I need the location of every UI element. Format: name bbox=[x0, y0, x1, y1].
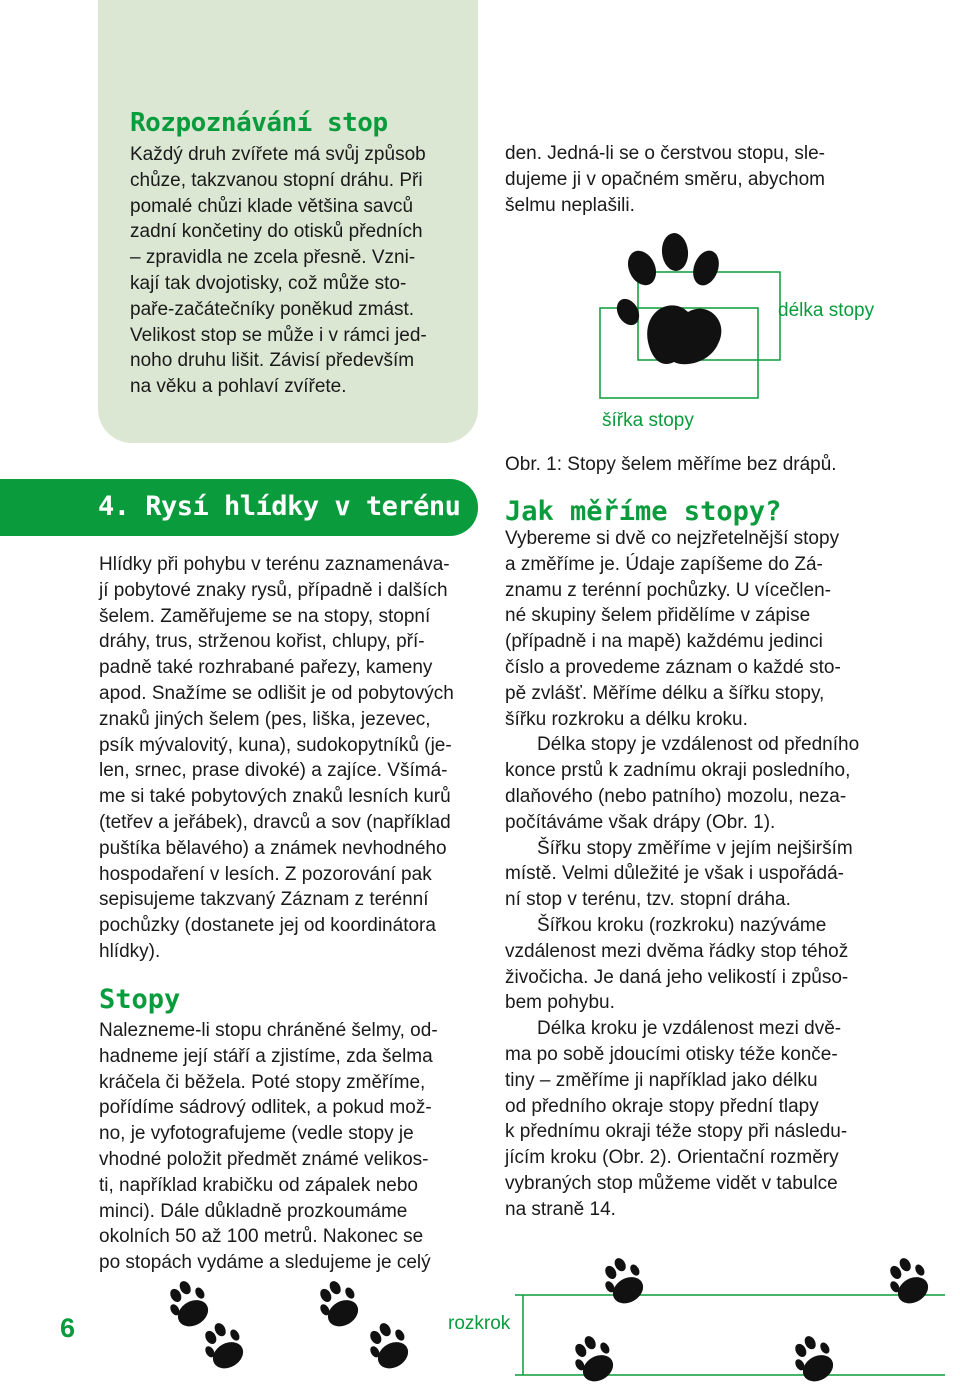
width-label: šířka stopy bbox=[602, 410, 694, 431]
jak-line: vzdálenost mezi dvěma řádky stop téhož bbox=[505, 940, 849, 962]
section-line: sepisujeme takzvaný Záznam z terénní bbox=[99, 889, 429, 911]
jak-heading: Jak měříme stopy? bbox=[505, 496, 782, 527]
section-line: apod. Snažíme se odlišit je od pobytových bbox=[99, 682, 454, 704]
intro-line: zadní končetiny do otisků předních bbox=[130, 221, 423, 243]
intro-line: Velikost stop se může i v rámci jed- bbox=[130, 324, 427, 346]
section-line: hlídky). bbox=[99, 940, 161, 962]
section-line: dráhy, trus, strženou kořist, chlupy, pří- bbox=[99, 631, 425, 653]
jak-line: Délka stopy je vzdálenost od předního bbox=[537, 734, 860, 756]
length-label: délka stopy bbox=[778, 300, 875, 321]
stopy-line: okolních 50 až 100 metrů. Nakonec se bbox=[99, 1226, 424, 1248]
stopy-line: kráčela či běžela. Poté stopy změříme, bbox=[99, 1071, 426, 1093]
section-line: znaků jiných šelem (pes, liška, jezevec, bbox=[99, 708, 431, 730]
intro-line: paře-začátečníky poněkud zmást. bbox=[130, 298, 415, 320]
paw-figure bbox=[590, 230, 890, 440]
intro-line: noho druhu lišit. Závisí především bbox=[130, 350, 415, 372]
intro-heading: Rozpoznávání stop bbox=[130, 108, 388, 138]
jak-line: a změříme je. Údaje zapíšeme do Zá- bbox=[505, 553, 823, 575]
stopy-line: Nalezneme-li stopu chráněné šelmy, od- bbox=[99, 1020, 438, 1041]
jak-line: Délka kroku je vzdálenost mezi dvě- bbox=[537, 1018, 842, 1040]
jak-line: né skupiny šelem přidělíme v zápise bbox=[505, 605, 811, 627]
section-line: psík mývalovitý, kuna), sudokopytníků (je- bbox=[99, 734, 452, 756]
jak-line: bem pohybu. bbox=[505, 992, 615, 1014]
section-body bbox=[99, 552, 479, 965]
intro-line: – zpravidla ne zcela přesně. Vzni- bbox=[130, 247, 416, 269]
jak-line: konce prstů k zadnímu okraji posledního, bbox=[505, 760, 851, 782]
intro-line: chůze, takzvanou stopní dráhu. Při bbox=[130, 169, 423, 191]
stopy-line: pořídíme sádrový odlitek, a pokud mož- bbox=[99, 1097, 432, 1119]
section-line: me si také pobytových znaků lesních kurů bbox=[99, 786, 451, 808]
jak-line: živočicha. Je daná jeho velikostí i způso- bbox=[505, 966, 849, 988]
jak-line: (případně i na mapě) každému jedinci bbox=[505, 631, 823, 653]
page-number: 6 bbox=[60, 1313, 76, 1343]
jak-line: dlaňového (nebo patního) mozolu, neza- bbox=[505, 785, 847, 807]
stopy-line: hadneme její stáří a zjistíme, zda šelma bbox=[99, 1045, 433, 1067]
intro-line: pomalé chůzi klade většina savců bbox=[130, 195, 414, 217]
stopy-line: po stopách vydáme a sledujeme je celý bbox=[99, 1252, 431, 1274]
stopy-line: vhodné položit předmět známé velikos- bbox=[99, 1148, 429, 1170]
section-line: jí pobytové znaky rysů, případně i dalších bbox=[99, 579, 448, 601]
section-line: len, srnec, prase divoké) a zajíce. Všímá- bbox=[99, 760, 448, 782]
jak-line: jícím kroku (Obr. 2). Orientační rozměry bbox=[505, 1147, 839, 1169]
jak-line: tiny – změříme ji například jako délku bbox=[505, 1069, 818, 1091]
jak-line: Šířku stopy změříme v jejím nejširším bbox=[537, 837, 853, 859]
jak-body bbox=[505, 526, 885, 1223]
jak-line: šířku rozkroku a délku kroku. bbox=[505, 708, 748, 730]
jak-line: znamu z terénní pochůzky. U vícečlen- bbox=[505, 579, 831, 601]
section-line: pochůzky (dostanete jej od koordinátora bbox=[99, 915, 436, 937]
jak-line: Vybereme si dvě co nejzřetelnější stopy bbox=[505, 528, 840, 549]
jak-line: pě zvlášť. Měříme délku a šířku stopy, bbox=[505, 682, 825, 704]
stopy-line: no, je vyfotografujeme (vedle stopy je bbox=[99, 1123, 414, 1145]
section-line: šelem. Zaměřujeme se na stopy, stopní bbox=[99, 605, 431, 627]
paw-print-icon bbox=[590, 230, 890, 440]
paw-track-right-icon bbox=[515, 1255, 960, 1391]
section-line: Hlídky při pohybu v terénu zaznamenáva- bbox=[99, 554, 450, 575]
rozkrok-label: rozkrok bbox=[448, 1313, 511, 1334]
section-line: puštíka bělavého) a známek nevhodného bbox=[99, 837, 447, 859]
intro-line: na věku a pohlaví zvířete. bbox=[130, 376, 347, 398]
jak-line: Šířkou kroku (rozkroku) nazýváme bbox=[537, 914, 827, 936]
jak-line: na straně 14. bbox=[505, 1198, 616, 1220]
jak-line: ní stop v terénu, tzv. stopní dráha. bbox=[505, 889, 791, 911]
paw-track-icon bbox=[150, 1278, 450, 1391]
right-top-line: den. Jedná-li se o čerstvou stopu, sle- bbox=[505, 143, 826, 164]
stopy-heading: Stopy bbox=[99, 984, 181, 1015]
jak-line: číslo a provedeme záznam o každé sto- bbox=[505, 656, 841, 678]
section-line: (tetřev a jeřábek), dravců a sov (například bbox=[99, 811, 451, 833]
jak-line: vybraných stop můžeme vidět v tabulce bbox=[505, 1172, 838, 1194]
section-heading: 4. Rysí hlídky v terénu bbox=[98, 491, 461, 522]
intro-line: Každý druh zvířete má svůj způsob bbox=[130, 144, 426, 165]
section-line: padně také rozhrabané pařezy, kameny bbox=[99, 657, 433, 679]
stopy-line: ti, například krabičku od zápalek nebo bbox=[99, 1174, 418, 1196]
intro-line: kají tak dvojotisky, což může sto- bbox=[130, 272, 407, 294]
intro-text bbox=[130, 142, 460, 400]
stopy-body bbox=[99, 1018, 479, 1276]
right-top-line: dujeme ji v opačném směru, abychom bbox=[505, 168, 825, 190]
stopy-line: minci). Dále důkladně prozkoumáme bbox=[99, 1200, 408, 1222]
jak-line: počítáváme však drápy (Obr. 1). bbox=[505, 811, 776, 833]
jak-line: ma po sobě jdoucími otisky téže konče- bbox=[505, 1043, 838, 1065]
jak-line: k přednímu okraji téže stopy při následu- bbox=[505, 1121, 848, 1143]
section-line: hospodaření v lesích. Z pozorování pak bbox=[99, 863, 432, 885]
right-top-text bbox=[505, 141, 885, 218]
jak-line: místě. Velmi důležité je však i uspořádá- bbox=[505, 863, 844, 885]
jak-line: od předního okraje stopy přední tlapy bbox=[505, 1095, 819, 1117]
figure-caption: Obr. 1: Stopy šelem měříme bez drápů. bbox=[505, 454, 837, 475]
right-top-line: šelmu neplašili. bbox=[505, 194, 635, 216]
